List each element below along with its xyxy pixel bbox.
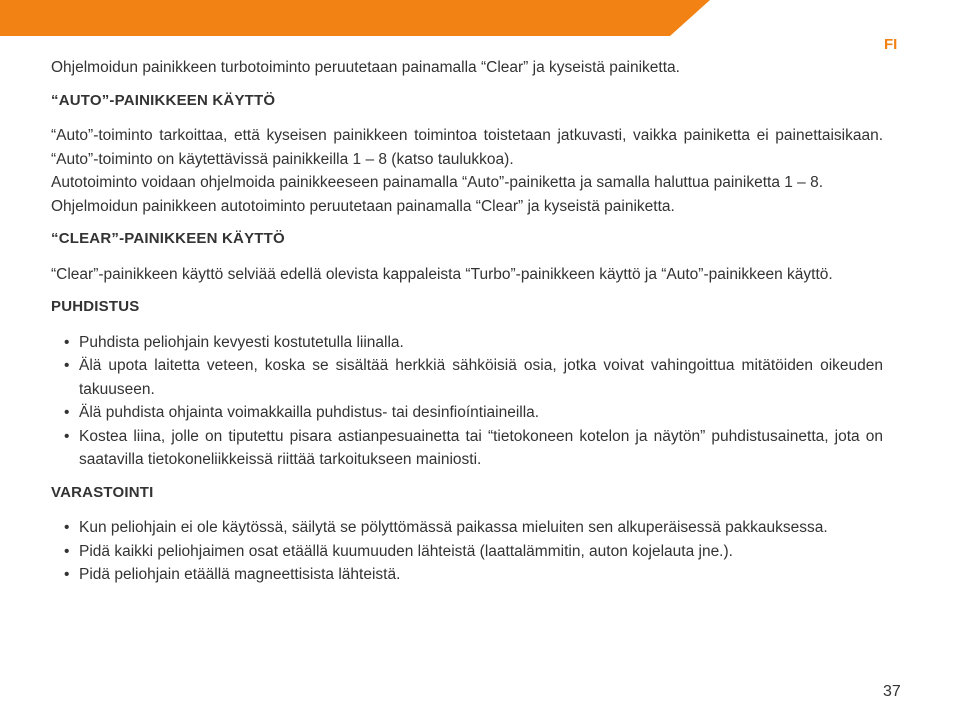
list-item <box>64 331 883 355</box>
list-item <box>64 401 883 425</box>
section-heading-auto: “AUTO”-PAINIKKEEN KÄYTTÖ <box>51 91 276 109</box>
bullet-icon: • <box>64 566 70 583</box>
section-auto <box>51 89 883 219</box>
auto-paragraph-3: Ohjelmoidun painikkeen autotoiminto peruutetaan painamalla “Clear” ja kyseistä painiketta. <box>51 197 675 215</box>
cleaning-list <box>51 331 883 472</box>
bullet-icon: • <box>64 333 70 351</box>
section-storage <box>51 481 883 587</box>
orange-header-band <box>0 0 710 36</box>
section-heading-cleaning: PUHDISTUS <box>51 298 140 315</box>
list-item-text: Älä upota laitetta veteen, koska se sisältää herkkiä sähköisiä osia, jotka voivat vahingoittua mitätöiden oikeuden takuuseen. <box>79 357 883 398</box>
intro-paragraph: Ohjelmoidun painikkeen turbotoiminto peruutetaan painamalla “Clear” ja kyseistä painiketta. <box>51 59 680 76</box>
section-heading-clear: “CLEAR”-PAINIKKEEN KÄYTTÖ <box>51 230 285 247</box>
list-item-text: Älä puhdista ohjainta voimakkailla puhdistus- tai desinfioíntiaineilla. <box>79 404 540 421</box>
bullet-icon: • <box>64 519 70 536</box>
bullet-icon: • <box>64 542 70 560</box>
list-item-text: Puhdista peliohjain kevyesti kostutetulla liinalla. <box>79 333 404 351</box>
clear-paragraph-1: “Clear”-painikkeen käyttö selviää edellä olevista kappaleista “Turbo”-painikkeen käyttö ja “Auto”-painikkeen käyttö. <box>51 265 833 283</box>
list-item-text: Pidä peliohjain etäällä magneettisista lähteistä. <box>79 566 401 583</box>
bullet-icon: • <box>64 427 70 445</box>
auto-paragraph-1: “Auto”-toiminto tarkoittaa, että kyseisen painikkeen toimintoa toistetaan jatkuvasti, vaikka painiketta ei painettaisikaan. “Auto”-toiminto on käytettävissä painikkeilla 1 – 8 (katso taulukkoa). <box>51 127 883 168</box>
section-clear <box>51 227 883 286</box>
bullet-icon: • <box>64 357 70 374</box>
auto-paragraph-2: Autotoiminto voidaan ohjelmoida painikkeeseen painamalla “Auto”-painiketta ja samalla haluttua painiketta 1 – 8. <box>51 174 824 191</box>
storage-list <box>51 516 883 587</box>
language-tag: FI <box>884 36 898 53</box>
list-item-text: Kun peliohjain ei ole käytössä, säilytä se pölyttömässä paikassa mieluiten sen alkuperäisessä pakkauksessa. <box>79 519 828 536</box>
list-item <box>64 540 883 564</box>
list-item-text: Pidä kaikki peliohjaimen osat etäällä kuumuuden lähteistä (laattalämmitin, auton kojelauta jne.). <box>79 542 733 560</box>
page-number: 37 <box>883 683 901 700</box>
section-cleaning <box>51 295 883 472</box>
list-item-text: Kostea liina, jolle on tiputettu pisara astianpesuainetta tai “tietokoneen kotelon ja näytön” puhdistusainetta, jota on saatavilla tietokoneliikkeissä riittää tarkoitukseen mainiosti. <box>79 427 883 468</box>
list-item <box>64 563 883 587</box>
section-heading-storage: VARASTOINTI <box>51 483 154 501</box>
list-item <box>64 516 883 540</box>
list-item <box>64 425 883 472</box>
document-body <box>51 56 883 587</box>
bullet-icon: • <box>64 404 70 421</box>
list-item <box>64 354 883 401</box>
